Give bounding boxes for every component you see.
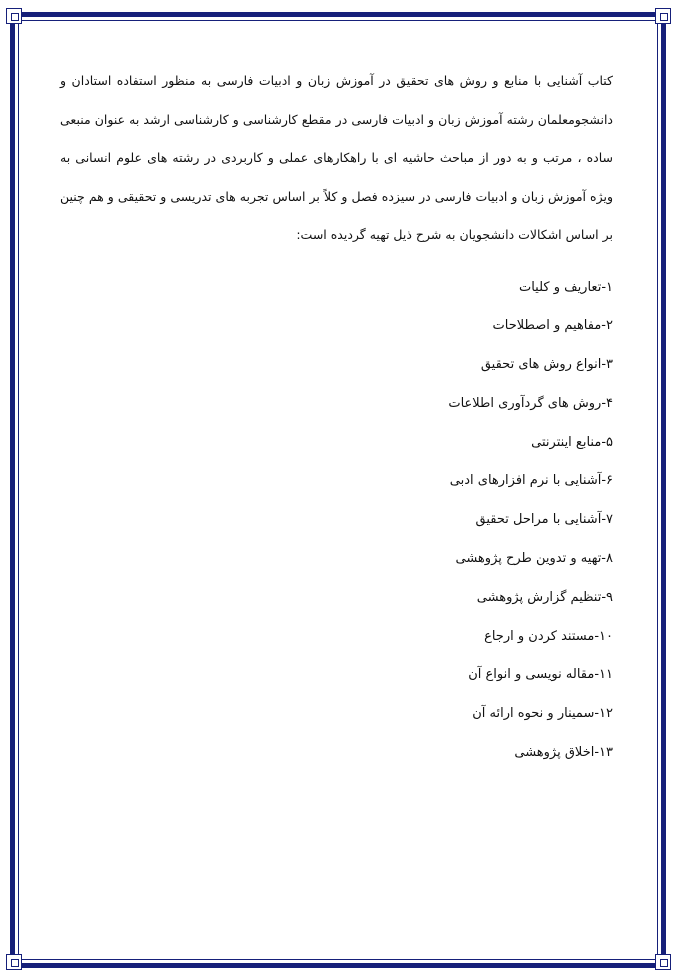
chapter-item: ۱۱-مقاله نویسی و انواع آن [468, 667, 613, 683]
chapter-item: ۱۰-مستند کردن و ارجاع [484, 628, 613, 644]
document-body [60, 62, 613, 773]
chapter-item: ۲-مفاهیم و اصطلاحات [492, 318, 613, 334]
chapter-list [60, 269, 613, 773]
chapter-item: ۱۲-سمینار و نحوه ارائه آن [472, 706, 613, 722]
chapter-item: ۳-انواع روش های تحقیق [480, 357, 613, 373]
chapter-item: ۱-تعاریف و کلیات [518, 279, 613, 295]
corner-ornament-bottom-left [6, 954, 22, 970]
chapter-item: ۵-منابع اینترنتی [531, 434, 613, 450]
chapter-item: ۹-تنظیم گزارش پژوهشی [476, 589, 613, 605]
chapter-item: ۶-آشنایی با نرم افزارهای ادبی [449, 473, 613, 489]
corner-ornament-top-right [655, 8, 671, 24]
chapter-item: ۴-روش های گردآوری اطلاعات [448, 395, 613, 411]
chapter-item: ۸-تهیه و تدوین طرح پژوهشی [455, 551, 613, 567]
intro-paragraph: کتاب آشنایی با منابع و روش های تحقیق در آموزش زبان و ادبیات فارسی به منظور استفاده استادان و دانشجومعلمان رشته آموزش زبان و ادبیات فارسی در مقطع کارشناسی و کارشناسی ارشد به عنوان منبعی ساده ، مرتب و به دور از مباحث حاشیه ای با راهکارهای عملی و کاربردی در رشته های علوم انسانی به ویژه آموزش زبان و ادبیات فارسی در سیزده فصل و کلاً بر اساس تجربه های تدریسی و تحقیقی و هم چنین بر اساس اشکالات دانشجویان به شرح ذیل تهیه گردیده است: [60, 73, 613, 242]
chapter-item: ۷-آشنایی با مراحل تحقیق [475, 512, 613, 528]
corner-ornament-top-left [6, 8, 22, 24]
chapter-item: ۱۳-اخلاق پژوهشی [514, 745, 613, 761]
corner-ornament-bottom-right [655, 954, 671, 970]
